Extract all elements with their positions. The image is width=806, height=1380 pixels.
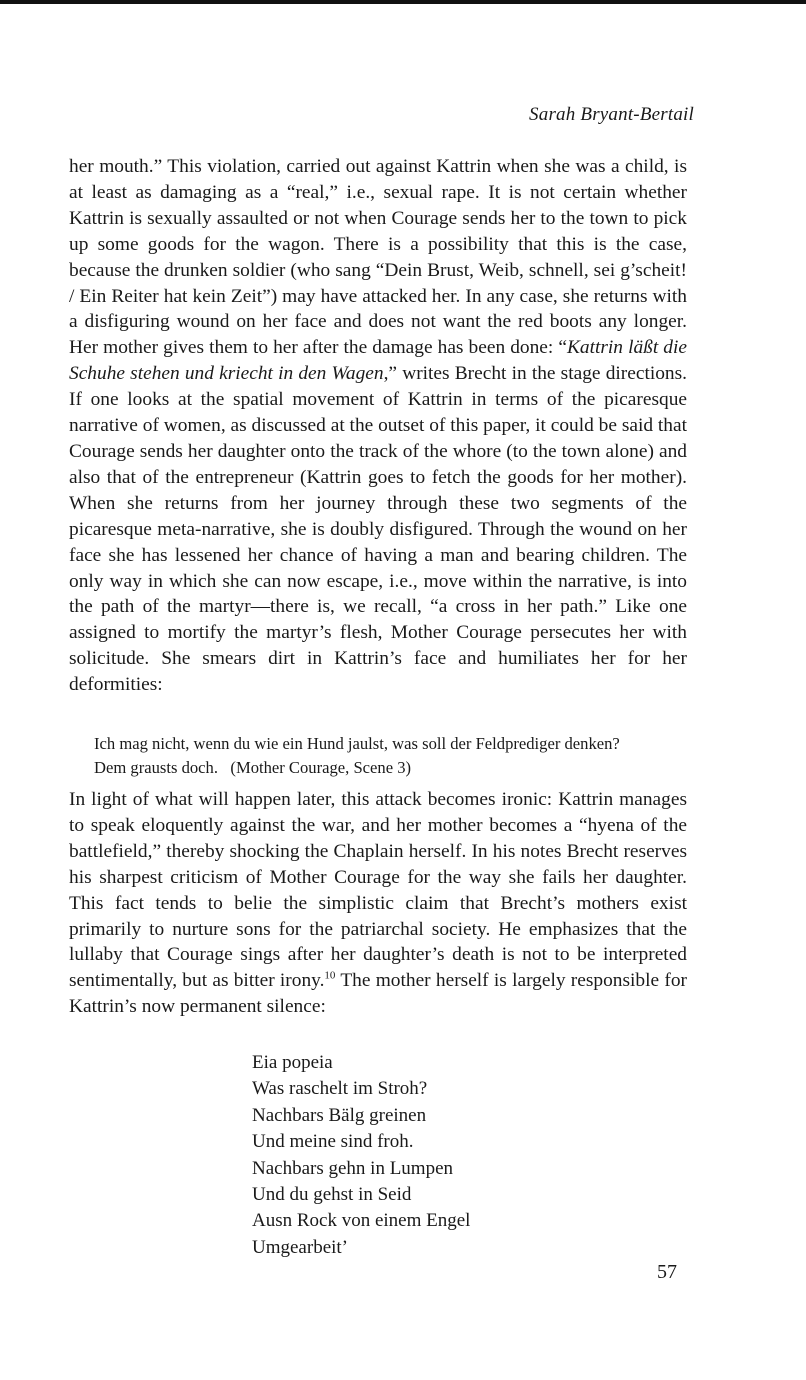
paragraph-1-text-b: ,” writes Brecht in the stage directions. If one looks at the spatial movement of Kattrin in terms of the picaresque narrative of women, as discussed at the outset of this paper, it could be said that Courage sends her daughter onto the track of the whore (to the town alone) and also that of the entrepreneur (Kattrin goes to fetch the goods for her mother). When she returns from her journey through these two segments of the picaresque meta-narrative, she is doubly disfigured. Through the wound on her face she has lessened her chance of having a man and bearing children. The only way in which she can now escape, i.e., move within the narrative, is into the path of the martyr—there is, we recall, “a cross in her path.” Like one assigned to mortify the martyr’s flesh, Mother Courage persecutes her with solicitude. She smears dirt in Kattrin’s face and humiliates her for her deformities: xyxy=(69,363,688,696)
poem-line: Ausn Rock von einem Engel xyxy=(252,1210,471,1232)
scan-top-edge xyxy=(0,0,806,4)
italic-stage-direction: Kattrin läßt die Schuhe stehen und kriecht in den Wagen xyxy=(69,337,687,385)
quote-line-1: Ich mag nicht, wenn du wie ein Hund jaulst, was soll der Feldprediger denken? xyxy=(94,734,620,753)
poem-line: Was raschelt im Stroh? xyxy=(252,1078,428,1100)
poem-line: Und du gehst in Seid xyxy=(252,1184,412,1206)
poem-line: Umgearbeit’ xyxy=(252,1236,349,1258)
body-paragraph-1 xyxy=(69,154,687,698)
page-number: 57 xyxy=(657,1261,677,1283)
quote-line-2: Dem grausts doch. (Mother Courage, Scene 3) xyxy=(94,758,412,777)
poem-line: Nachbars Bälg greinen xyxy=(252,1104,427,1126)
body-paragraph-2 xyxy=(69,787,687,1020)
footnote-marker: 10 xyxy=(324,969,336,982)
german-block-quote xyxy=(94,732,694,780)
paragraph-2-text-b: The mother herself is largely responsible for Kattrin’s now permanent silence: xyxy=(69,970,687,1018)
poem-line: Eia popeia xyxy=(252,1052,333,1073)
lullaby-poem xyxy=(252,1050,470,1261)
paragraph-1-text-a: her mouth.” This violation, carried out against Kattrin when she was a child, is at least as damaging as a “real,” i.e., sexual rape. It is not certain whether Kattrin is sexually assaulted or not when Courage sends her to the town to pick up some goods for the wagon. There is a possibility that this is the case, because the drunken soldier (who sang “Dein Brust, Weib, schnell, sei g’scheit! / Ein Reiter hat kein Zeit”) may have attacked her. In any case, she returns with a disfiguring wound on her face and does not want the red boots any longer. Her mother gives them to her after the damage has been done: “ xyxy=(69,156,687,359)
poem-line: Und meine sind froh. xyxy=(252,1131,414,1153)
running-head-author: Sarah Bryant-Bertail xyxy=(529,104,694,125)
poem-line: Nachbars gehn in Lumpen xyxy=(252,1157,454,1179)
paragraph-2-text-a: In light of what will happen later, this attack becomes ironic: Kattrin manages to speak eloquently against the war, and her mother becomes a “hyena of the battlefield,” thereby shocking the Chaplain herself. In his notes Brecht reserves his sharpest criticism of Mother Courage for the way she fails her daughter. This fact tends to belie the simplistic claim that Brecht’s mothers exist primarily to nurture sons for the patriarchal society. He emphasizes that the lullaby that Courage sings after her daughter’s death is not to be interpreted sentimentally, but as bitter irony. xyxy=(69,789,687,992)
